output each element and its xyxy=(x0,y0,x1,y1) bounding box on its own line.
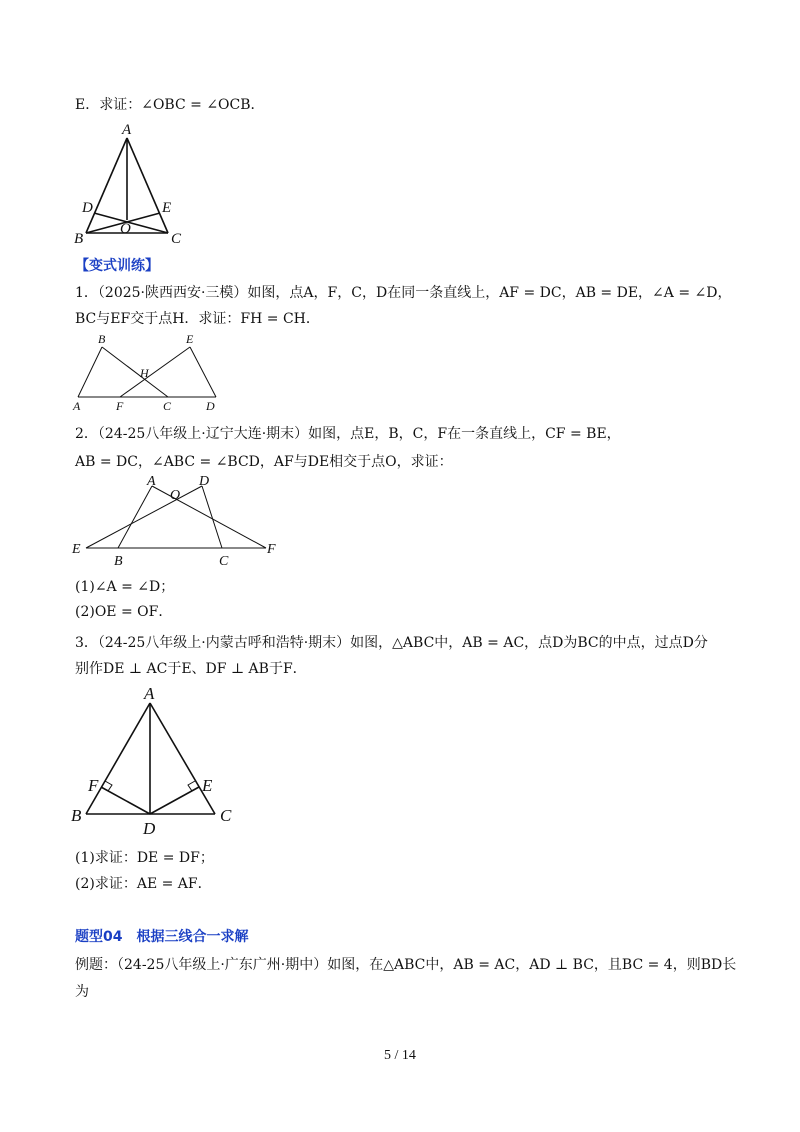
q2-label-c: C xyxy=(219,554,229,569)
q2-label-b: B xyxy=(114,554,123,569)
q2-label-o: O xyxy=(170,488,181,503)
q2-sub2: (2)OE = OF． xyxy=(75,604,173,620)
q2-line1: 2．（24-25八年级上·辽宁大连·期末）如图，点E，B，C，F在一条直线上，CF = BE， xyxy=(75,426,621,442)
q1-label-h: H xyxy=(140,366,149,380)
fig1-label-e: E xyxy=(162,200,172,216)
q3-line1: 3．（24-25八年级上·内蒙古呼和浩特·期末）如图，△ABC中，AB = AC，点D为BC的中点，过点D分 xyxy=(75,635,708,651)
q3-sub1: (1)求证：DE = DF； xyxy=(75,850,214,866)
fig1-label-a: A xyxy=(122,122,132,138)
q2-label-e: E xyxy=(72,542,81,557)
q1-label-b: B xyxy=(98,332,106,346)
q3-label-a: A xyxy=(144,684,155,703)
figure-q2 xyxy=(70,475,290,570)
figure-1 xyxy=(70,120,180,245)
q1-label-a: A xyxy=(73,399,81,413)
q2-label-f: F xyxy=(267,542,276,557)
q1-label-c: C xyxy=(163,399,172,413)
q2-label-a: A xyxy=(147,474,156,489)
q3-label-b: B xyxy=(71,806,82,825)
q2-label-d: D xyxy=(199,474,210,489)
q3-label-e: E xyxy=(202,776,213,795)
q3-sub2: (2)求证：AE = AF． xyxy=(75,876,212,892)
q1-label-f: F xyxy=(116,399,124,413)
fig1-label-b: B xyxy=(74,231,84,247)
figure-q1 xyxy=(70,333,230,413)
example-line2: 为 xyxy=(75,984,89,1000)
page-number: 5 / 14 xyxy=(384,1048,416,1063)
q2-sub1: (1)∠A = ∠D； xyxy=(75,579,175,595)
q2-line2: AB = DC，∠ABC = ∠BCD，AF与DE相交于点O，求证： xyxy=(75,454,453,470)
q1-label-e: E xyxy=(186,332,194,346)
fig1-label-c: C xyxy=(171,231,182,247)
q3-label-d: D xyxy=(143,819,156,838)
q1-label-d: D xyxy=(206,399,215,413)
intro-line: E．求证：∠OBC = ∠OCB． xyxy=(75,97,265,113)
fig1-label-d: D xyxy=(82,200,93,216)
q3-line2: 别作DE ⊥ AC于E、DF ⊥ AB于F． xyxy=(75,661,307,677)
fig1-label-o: O xyxy=(120,221,131,237)
q1-line1: 1．（2025·陕西西安·三模）如图，点A，F，C，D在同一条直线上，AF = DC，AB = DE，∠A = ∠D， xyxy=(75,285,732,301)
variant-training-header: 【变式训练】 xyxy=(75,258,159,274)
type04-header: 题型04 根据三线合一求解 xyxy=(75,929,249,945)
q3-label-c: C xyxy=(220,806,232,825)
q1-line2: BC与EF交于点H．求证：FH = CH． xyxy=(75,311,320,327)
q3-label-f: F xyxy=(88,776,99,795)
example-line1: 例题：（24-25八年级上·广东广州·期中）如图，在△ABC中，AB = AC，AD ⊥ BC，且BC = 4，则BD长 xyxy=(75,957,737,973)
figure-q3 xyxy=(68,683,238,838)
